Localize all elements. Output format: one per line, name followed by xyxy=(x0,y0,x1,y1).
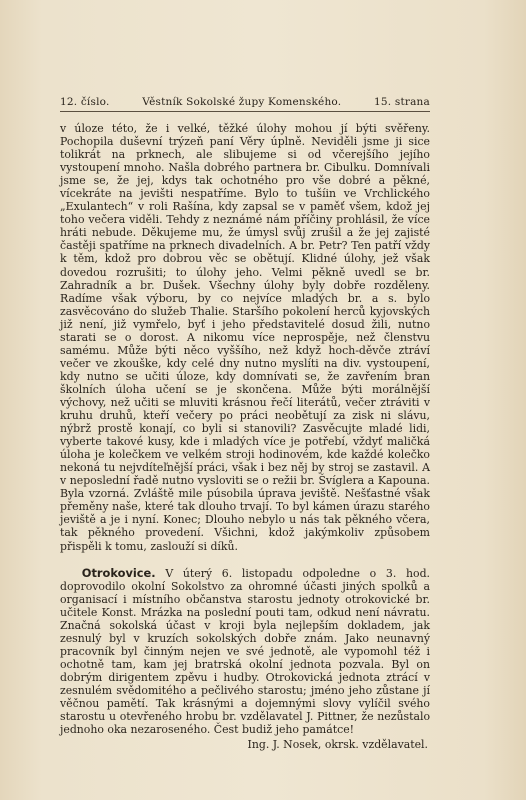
paragraph-theatre-review: v úloze této, že i velké, těžké úlohy mohou jí býti svěřeny. Pochopila duševní trýzeň paní Věry úplně. Neviděli jsme ji sice tolikrát na prknech, ale slibujeme si od včerejšího jejího vystoupení mnoho. Našla dobrého partnera br. Cibulku. Domnívali jsme se, že jej, kdys tak ochotného pro vše dobré a pěkné, vícekráte na jevišti nespatříme. Bylo to tušíin ve Vrchlického „Exulantech“ v roli Rašína, kdy zapsal se v paměť všem, kdož jej toho večera viděli. Tehdy z neznámé nám příčiny prohlásil, že více hráti nebude. Děkujeme mu, že úmysl svůj zrušil a že jej zajisté častěji spatříme na prknech divadelních. A br. Petr? Ten patří vždy k těm, kdož pro dobrou věc se obětují. Klidné úlohy, jež však dovedou rozrušiti; to úlohy jeho. Velmi pěkně uvedl se br. Zahradník a br. Dušek. Všechny úlohy byly dobře rozděleny. Radíme však výboru, by co nejvíce mladých br. a s. bylo zasvěcováno do služeb Thalie. Staršího pokolení herců kyjovských již není, již vymřelo, byť i jeho představitelé dosud žili, nutno starati se o dorost. A nikomu více neprospěje, než členstvu samému. Může býti něco vyššího, než když hoch-děvče ztráví večer ve zkouške, kdy celé dny nutno myslíti na div. vystoupení, kdy nutno se učiti úloze, kdy domnívati se, že zavřením bran školních úloha učení se je skončena. Může býti morálnější výchovy, než učiti se mluviti krásnou řečí literátů, večer ztráviti v kruhu druhů, kteří večery po práci neobětují za zisk ni slávu, nýbrž prostě konají, co byli si stanovili? Zasvěcujte mladé lidi, vyberte takové kusy, kde i mladých více je potřebí, vždyť maličká úloha je kolečkem ve velkém stroji hodinovém, kde každé kolečko nekoná tu nejvdíteľnější práci, však i bez něj by stroj se zastavil. A v neposlední řadě nutno vysloviti se o režii br. Švíglera a Kapouna. Byla vzorná. Zvláště mile púsobila úprava jeviště. Nešťastné však přeměny naše, které tak dlouho trvají. To byl kámen úrazu starého jeviště a je i nyní. Konec; Dlouho nebylo u nás tak pěkného včera, tak pěkného provedení. Všichni, kdož jakýmkoliv způsobem přispěli k tomu, zaslouží si díků. xyxy=(60,122,430,553)
paragraph-heading: Otrokovice. xyxy=(81,565,156,580)
page-number: 15. strana xyxy=(374,96,430,108)
article-body xyxy=(60,122,430,751)
issue-number: 12. číslo. xyxy=(60,96,110,108)
journal-title: Věstník Sokolské župy Komenského. xyxy=(142,96,342,108)
paragraph-text: V úterý 6. listopadu odpoledne o 3. hod. doprovodilo okolní Sokolstvo za ohromné účasti jiných spolků a organisací i místního občanstva starostu jednoty otrokovické br. učitele Konst. Mrázka na poslední pouti tam, odkud není návratu. Značná sokolská účast v kroji byla nejlepším dokladem, jak zesnulý byl v kruzích sokolských dobře znám. Jako neunavný pracovník byl činným nejen ve své jednotě, ale vypomohl též i ochotně tam, kam jej bratrská okolní jednota pozvala. Byl on dobrým dirigentem zpěvu i hudby. Otrokovická jednota ztrácí v zesnulém svědomitého a pečlivého starostu; jméno jeho zůstane jí věčnou pamětí. Tak krásnými a dojemnými slovy vylíčil svého starostu u otevřeného hrobu br. vzdělavatel J. Pittner, že nezůstalo jednoho oka nezaroseného. Čest budiž jeho památce! xyxy=(60,566,430,737)
paragraph-otrokovice xyxy=(60,567,430,737)
page-header xyxy=(60,96,430,112)
signature: Ing. J. Nosek, okrsk. vzdělavatel. xyxy=(247,738,428,752)
